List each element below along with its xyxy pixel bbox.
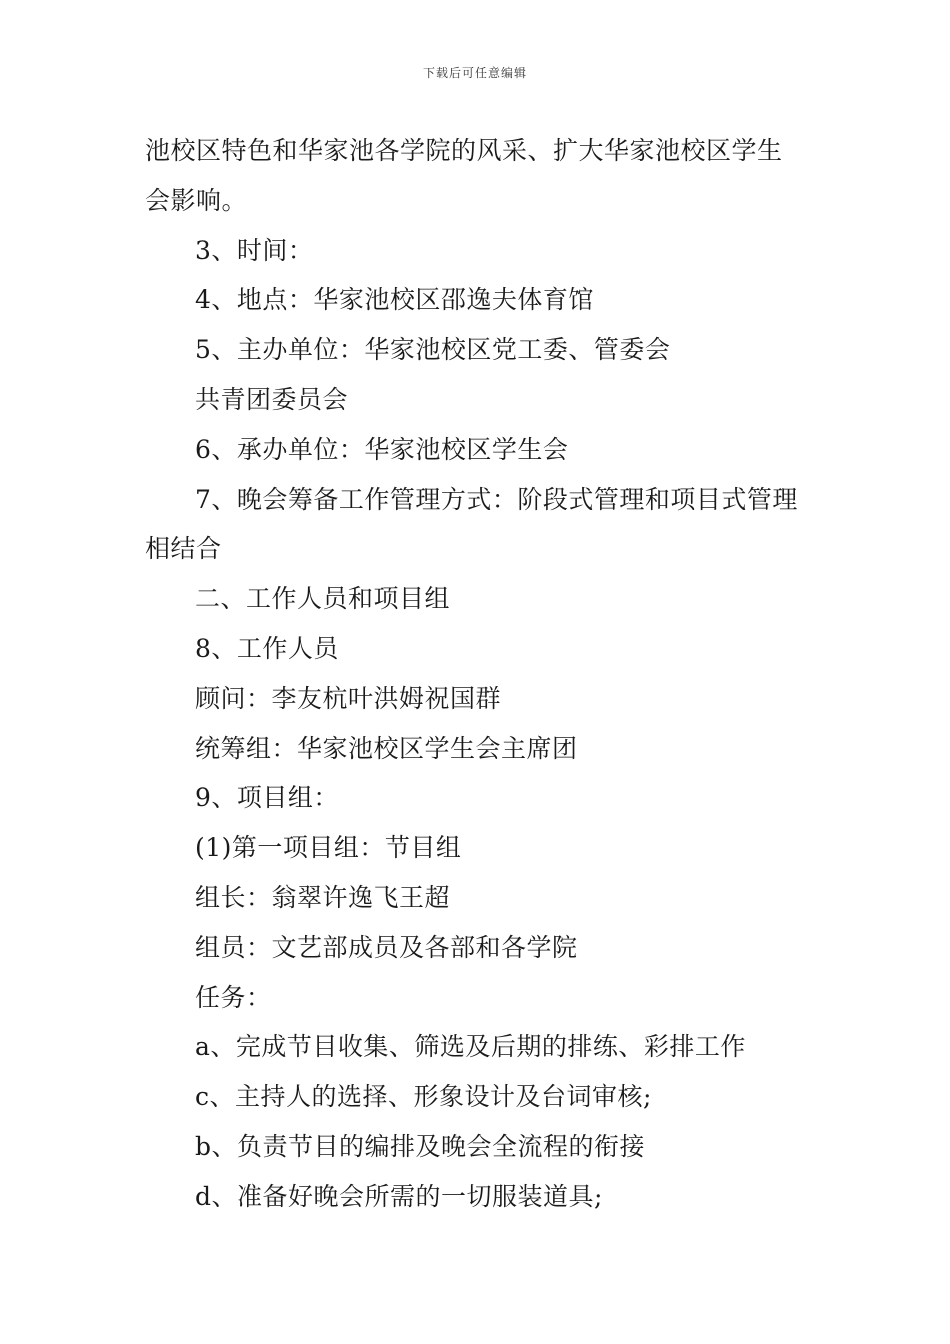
paragraph-line: 组员：文艺部成员及各部和各学院 xyxy=(195,932,578,962)
paragraph-line: 4、地点：华家池校区邵逸夫体育馆 xyxy=(195,285,594,315)
list-item: b、负责节目的编排及晚会全流程的衔接 xyxy=(195,1131,646,1161)
paragraph-line: (1)第一项目组：节目组 xyxy=(195,833,462,863)
paragraph-line: 顾问：李友杭叶洪姆祝国群 xyxy=(195,683,502,713)
document-body xyxy=(145,126,810,1222)
paragraph-line: 3、时间： xyxy=(195,235,314,265)
section-heading: 二、工作人员和项目组 xyxy=(195,584,451,614)
paragraph-line: 池校区特色和华家池各学院的风采、扩大华家池校区学生 xyxy=(145,136,783,165)
paragraph-line: 8、工作人员 xyxy=(195,633,339,663)
paragraph-line: 5、主办单位：华家池校区党工委、管委会 xyxy=(195,335,671,365)
paragraph-line: 组长：翁翠许逸飞王超 xyxy=(195,882,451,912)
list-item: c、主持人的选择、形象设计及台词审核; xyxy=(195,1082,652,1112)
paragraph-line: 任务： xyxy=(195,982,272,1012)
page-header: 下载后可任意编辑 xyxy=(422,66,527,80)
paragraph-line: 共青团委员会 xyxy=(195,384,349,414)
list-item: a、完成节目收集、筛选及后期的排练、彩排工作 xyxy=(195,1032,746,1062)
list-item: d、准备好晚会所需的一切服装道具; xyxy=(195,1181,603,1211)
paragraph-line: 会影响。 xyxy=(145,185,248,215)
paragraph-line: 相结合 xyxy=(145,534,222,564)
paragraph-line: 统筹组：华家池校区学生会主席团 xyxy=(195,733,578,763)
paragraph-line: 6、承办单位：华家池校区学生会 xyxy=(195,434,569,464)
paragraph-line: 9、项目组： xyxy=(195,783,339,813)
paragraph-line: 7、晚会筹备工作管理方式：阶段式管理和项目式管理 xyxy=(195,484,798,514)
